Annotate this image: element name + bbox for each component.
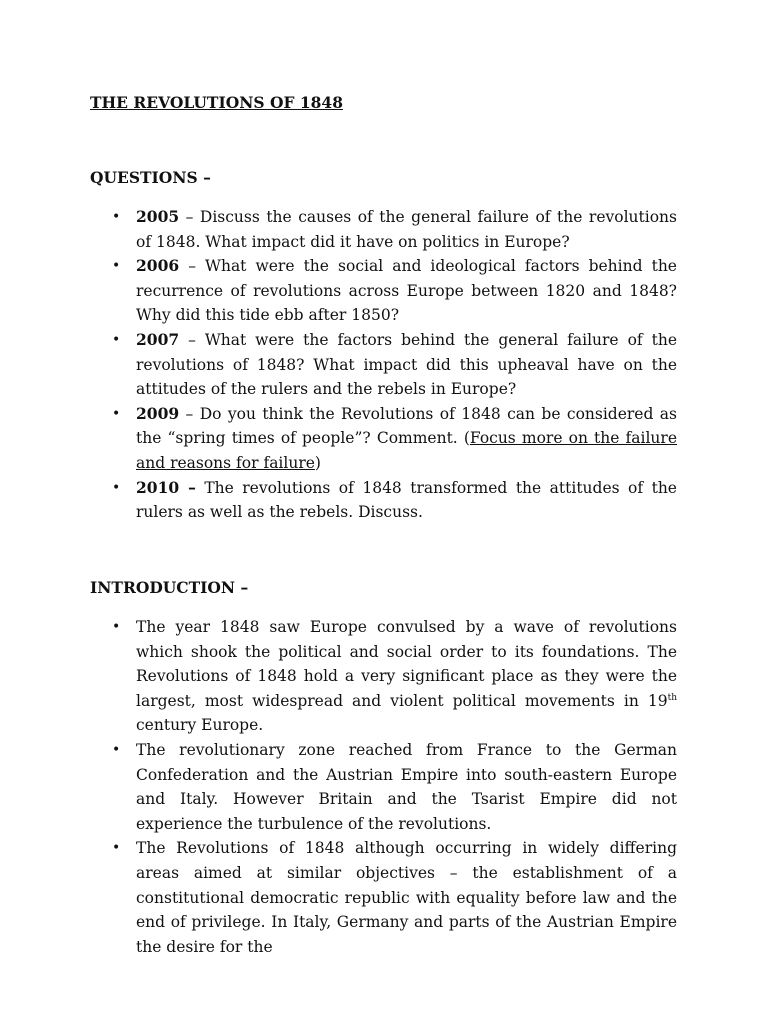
bullet-icon: • [112,258,121,275]
list-item [112,205,677,254]
bullet-icon: • [112,209,121,225]
question-separator: – [179,330,205,349]
question-year: 2010 – [136,477,196,497]
list-item [112,615,677,738]
intro-text: The revolutionary zone reached from France to the German Confederation and the Austrian Empire into south-eastern Europe and Italy. However Britain and the Tsarist Empire did not experience the turbulence of the revolutions. [136,740,677,833]
questions-list [112,205,677,525]
question-year: 2005 [136,207,180,226]
introduction-heading: INTRODUCTION – [90,578,249,597]
question-note-close: ) [314,453,321,472]
intro-text-end: century Europe. [136,716,264,735]
list-item [112,402,677,476]
bullet-icon: • [112,405,121,422]
list-item [112,254,677,328]
question-separator: – [179,404,200,423]
introduction-list [112,615,677,959]
bullet-icon: • [112,331,121,348]
question-text: What were the social and ideological factors behind the recurrence of revolutions across Europe between 1820 and 1848? Why did this tide ebb after 1850? [136,257,677,325]
bullet-icon: • [112,479,121,496]
list-item [112,836,677,959]
questions-heading: QUESTIONS – [90,168,211,187]
question-text: The revolutions of 1848 transformed the attitudes of the rulers as well as the rebels. Discuss. [136,478,677,522]
intro-text: The year 1848 saw Europe convulsed by a wave of revolutions which shook the political and social order to its foundations. The Revolutions of 1848 hold a very significant place as they were the largest, most widespread and violent political movements in 19 [136,618,677,710]
list-item [112,738,677,836]
bullet-icon: • [112,840,121,857]
intro-text: The Revolutions of 1848 although occurring in widely differing areas aimed at similar objectives – the establishment of a constitutional democratic republic with equality before law and the end of privilege. In Italy, Germany and parts of the Austrian Empire the desire for the [136,839,677,956]
question-text: What were the factors behind the general failure of the revolutions of 1848? What impact did this upheaval have on the attitudes of the rulers and the rebels in Europe? [136,330,677,399]
document-title: THE REVOLUTIONS OF 1848 [90,93,343,112]
question-year: 2009 [136,403,180,423]
bullet-icon: • [112,619,121,635]
question-text: Do you think the Revolutions of 1848 can be considered as the “spring times of people”? Comment. ( [136,404,678,448]
superscript-ordinal: th [667,692,677,703]
question-year: 2007 [136,329,180,349]
question-year: 2006 [136,256,180,276]
question-note-underlined: Focus more on the failure and reasons for failure [136,429,677,472]
question-separator: – [179,257,206,276]
question-separator: – [179,208,200,226]
list-item [112,328,677,402]
bullet-icon: • [112,741,121,758]
question-text: Discuss the causes of the general failure of the revolutions of 1848. What impact did it have on politics in Europe? [136,208,677,251]
list-item [112,476,677,525]
